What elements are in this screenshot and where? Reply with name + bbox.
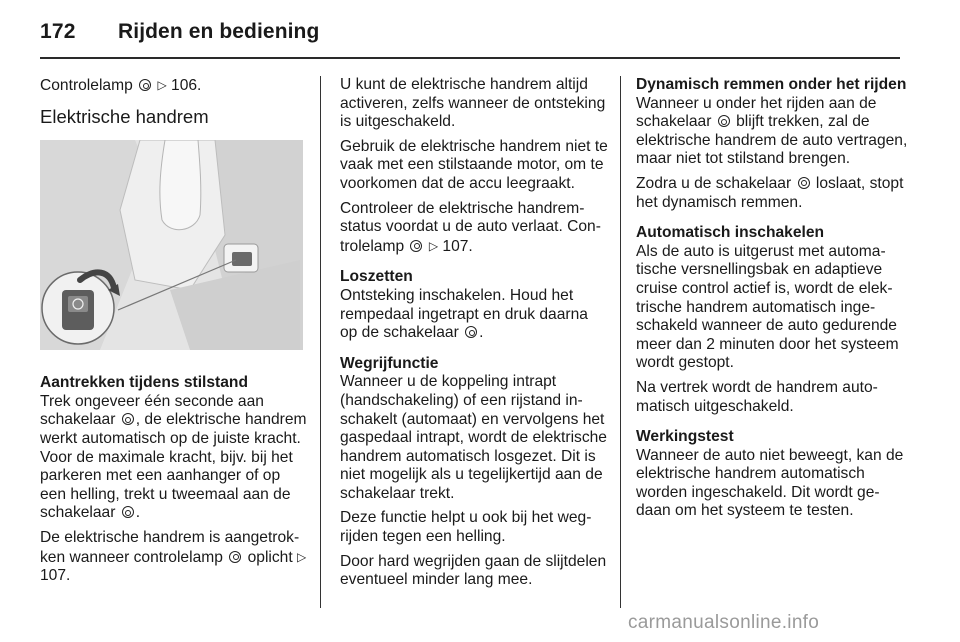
paragraph: Ontsteking inschakelen. Houd het rempedaal ingetrapt en druk daarna op de schakelaar .	[340, 286, 588, 342]
subsection-heading: Dynamisch remmen onder het rijden	[636, 76, 907, 93]
page-number: 172	[40, 20, 76, 43]
brake-warning-icon	[229, 551, 241, 563]
paragraph: Deze functie helpt u ook bij het wegrijden tegen een helling.	[340, 509, 592, 546]
subsection-heading: Wegrijfunctie	[340, 354, 439, 372]
watermark: carmanualsonline.info	[628, 612, 820, 633]
subsection-heading: Aantrekken tijdens stilstand	[40, 374, 248, 392]
handbrake-switch-icon	[465, 326, 477, 338]
reference-arrow-icon: ▷	[157, 78, 167, 92]
column-divider	[320, 76, 321, 608]
paragraph: Gebruik de elektrische handrem niet te vaak met een stilstaande motor, om te voorkomen dat de accu leegraakt.	[340, 137, 608, 192]
subsection-heading: Loszetten	[340, 268, 413, 286]
header-rule	[40, 57, 900, 59]
reference-arrow-icon: ▷	[297, 549, 307, 564]
subsection-heading: Automatisch inschakelen	[636, 224, 825, 242]
chapter-title: Rijden en bediening	[118, 20, 320, 43]
subsection-heading: Werkingstest	[636, 428, 734, 446]
paragraph: Trek ongeveer één seconde aan schakelaar , de elektrische handrem werkt automatisch op de juiste kracht. Voor de maximale kracht, bijv. bij het parkeren met een aanhanger of op een helling, trekt u tweemaal aan de schakelaar .	[40, 392, 307, 522]
section-title: Elektrische handrem	[40, 105, 209, 127]
paragraph: Wanneer u onder het rijden aan de schakelaar blijft trekken, zal de elektrische handrem de auto vertragen, maar niet tot stilstand brengen.	[636, 94, 908, 168]
brake-warning-icon	[410, 240, 422, 252]
paragraph: Als de auto is uitgerust met automatische versnellingsbak en adaptieve cruise control actief is, wordt de elektrische handrem automatisch ingeschakeld wanneer de auto gedurende meer dan 2 minuten door het systeem wordt gestopt.	[636, 242, 899, 372]
brake-warning-icon	[139, 79, 151, 91]
paragraph: Controleer de elektrische handremstatus voordat u de auto verlaat. Controlelamp ▷ 107.	[340, 199, 601, 255]
console-drawing	[40, 140, 303, 350]
column-2	[340, 76, 608, 596]
page-header	[40, 16, 900, 60]
handbrake-switch-icon	[122, 413, 134, 425]
intro-line: Controlelamp ▷ 106.	[40, 77, 202, 94]
column-divider	[620, 76, 621, 608]
column-1	[40, 76, 308, 592]
paragraph: Wanneer de auto niet beweegt, kan de elektrische handrem automatisch worden ingeschakeld. Dit wordt gedaan om het systeem te testen.	[636, 446, 904, 520]
paragraph: Wanneer u de koppeling intrapt (handschakeling) of een rijstand inschakelt (automaat) en vervolgens het gaspedaal intrapt, wordt de elektrische handrem automatisch losgezet. Dit is niet mogelijk als u tegelijkertijd aan de schakelaar trekt.	[340, 373, 607, 502]
reference-arrow-icon: ▷	[428, 238, 439, 253]
handbrake-switch-icon	[798, 177, 810, 189]
paragraph: De elektrische handrem is aangetrokken wanneer controlelamp oplicht ▷ 107.	[40, 528, 307, 585]
handbrake-switch-icon	[718, 115, 730, 127]
paragraph: Na vertrek wordt de handrem automatisch uitgeschakeld.	[636, 378, 878, 415]
paragraph: U kunt de elektrische handrem altijd activeren, zelfs wanneer de ontsteking is uitgeschakeld.	[340, 76, 606, 131]
paragraph: Zodra u de schakelaar loslaat, stopt het dynamisch remmen.	[636, 174, 904, 211]
handbrake-switch-icon	[122, 506, 134, 518]
handbrake-switch-illustration	[40, 140, 303, 350]
column-3	[636, 76, 908, 527]
paragraph: Door hard wegrijden gaan de slijtdelen eventueel minder lang mee.	[340, 552, 607, 589]
